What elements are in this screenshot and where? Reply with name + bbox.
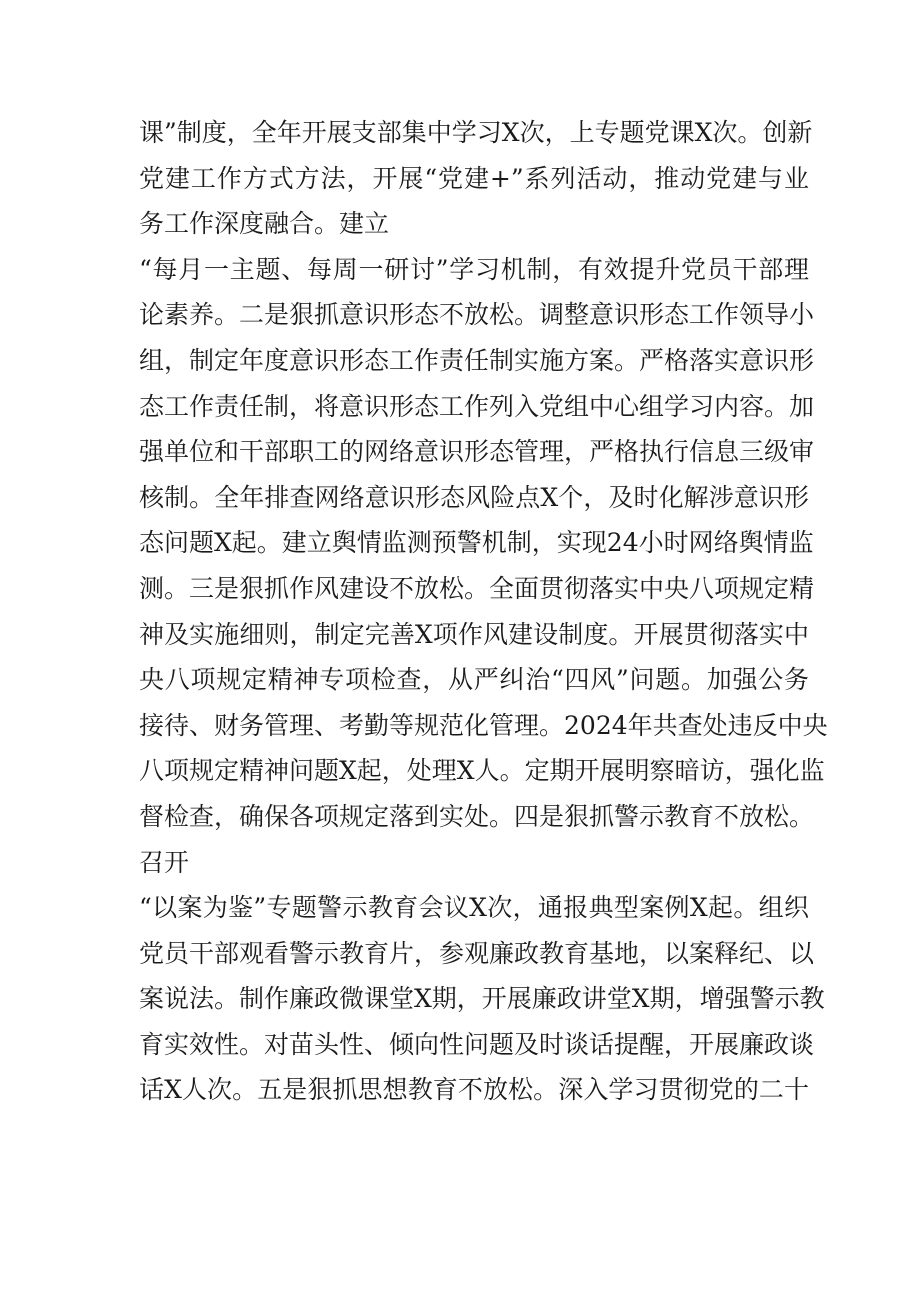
- text-line: 论素养。二是狠抓意识形态不放松。调整意识形态工作领导小: [139, 300, 815, 330]
- text-line: 党员干部观看警示教育片，参观廉政教育基地，以案释纪、以: [139, 938, 815, 968]
- text-line: 测。三是狠抓作风建设不放松。全面贯彻落实中央八项规定精: [139, 573, 815, 603]
- text-line: 党建工作方式方法，开展“党建+”系列活动，推动党建与业: [139, 163, 809, 193]
- body-text: [139, 110, 828, 1113]
- text-line: 话X人次。五是狠抓思想教育不放松。深入学习贯彻党的二十: [139, 1075, 809, 1105]
- text-line: 强单位和干部职工的网络意识形态管理，严格执行信息三级审: [139, 437, 815, 467]
- text-line: “以案为鉴”专题警示教育会议X次，通报典型案例X起。组织: [139, 893, 809, 923]
- text-line: 案说法。制作廉政微课堂X期，开展廉政讲堂X期，增强警示教: [139, 984, 825, 1014]
- text-line: 务工作深度融合。建立: [139, 209, 390, 239]
- text-line: 督检查，确保各项规定落到实处。四是狠抓警示教育不放松。: [139, 801, 815, 831]
- text-line: 八项规定精神问题X起，处理X人。定期开展明察暗访，强化监: [139, 756, 825, 786]
- text-line: 核制。全年排查网络意识形态风险点X个，及时化解涉意识形: [139, 482, 809, 512]
- text-line: 神及实施细则，制定完善X项作风建设制度。开展贯彻落实中: [139, 619, 809, 649]
- text-line: 召开: [139, 847, 190, 877]
- text-line: 课”制度，全年开展支部集中学习X次，上专题党课X次。创新: [139, 118, 813, 147]
- text-line: 央八项规定精神专项检查，从严纠治“四风”问题。加强公务: [139, 665, 809, 695]
- text-line: 接待、财务管理、考勤等规范化管理。2024年共查处违反中央: [139, 710, 828, 740]
- text-line: 态工作责任制，将意识形态工作列入党组中心组学习内容。加: [139, 391, 815, 421]
- text-line: 育实效性。对苗头性、倾向性问题及时谈话提醒，开展廉政谈: [139, 1029, 815, 1059]
- text-line: 态问题X起。建立舆情监测预警机制，实现24小时网络舆情监: [139, 528, 814, 558]
- text-line: “每月一主题、每周一研讨”学习机制，有效提升党员干部理: [139, 254, 809, 284]
- text-line: 组，制定年度意识形态工作责任制实施方案。严格落实意识形: [139, 345, 815, 375]
